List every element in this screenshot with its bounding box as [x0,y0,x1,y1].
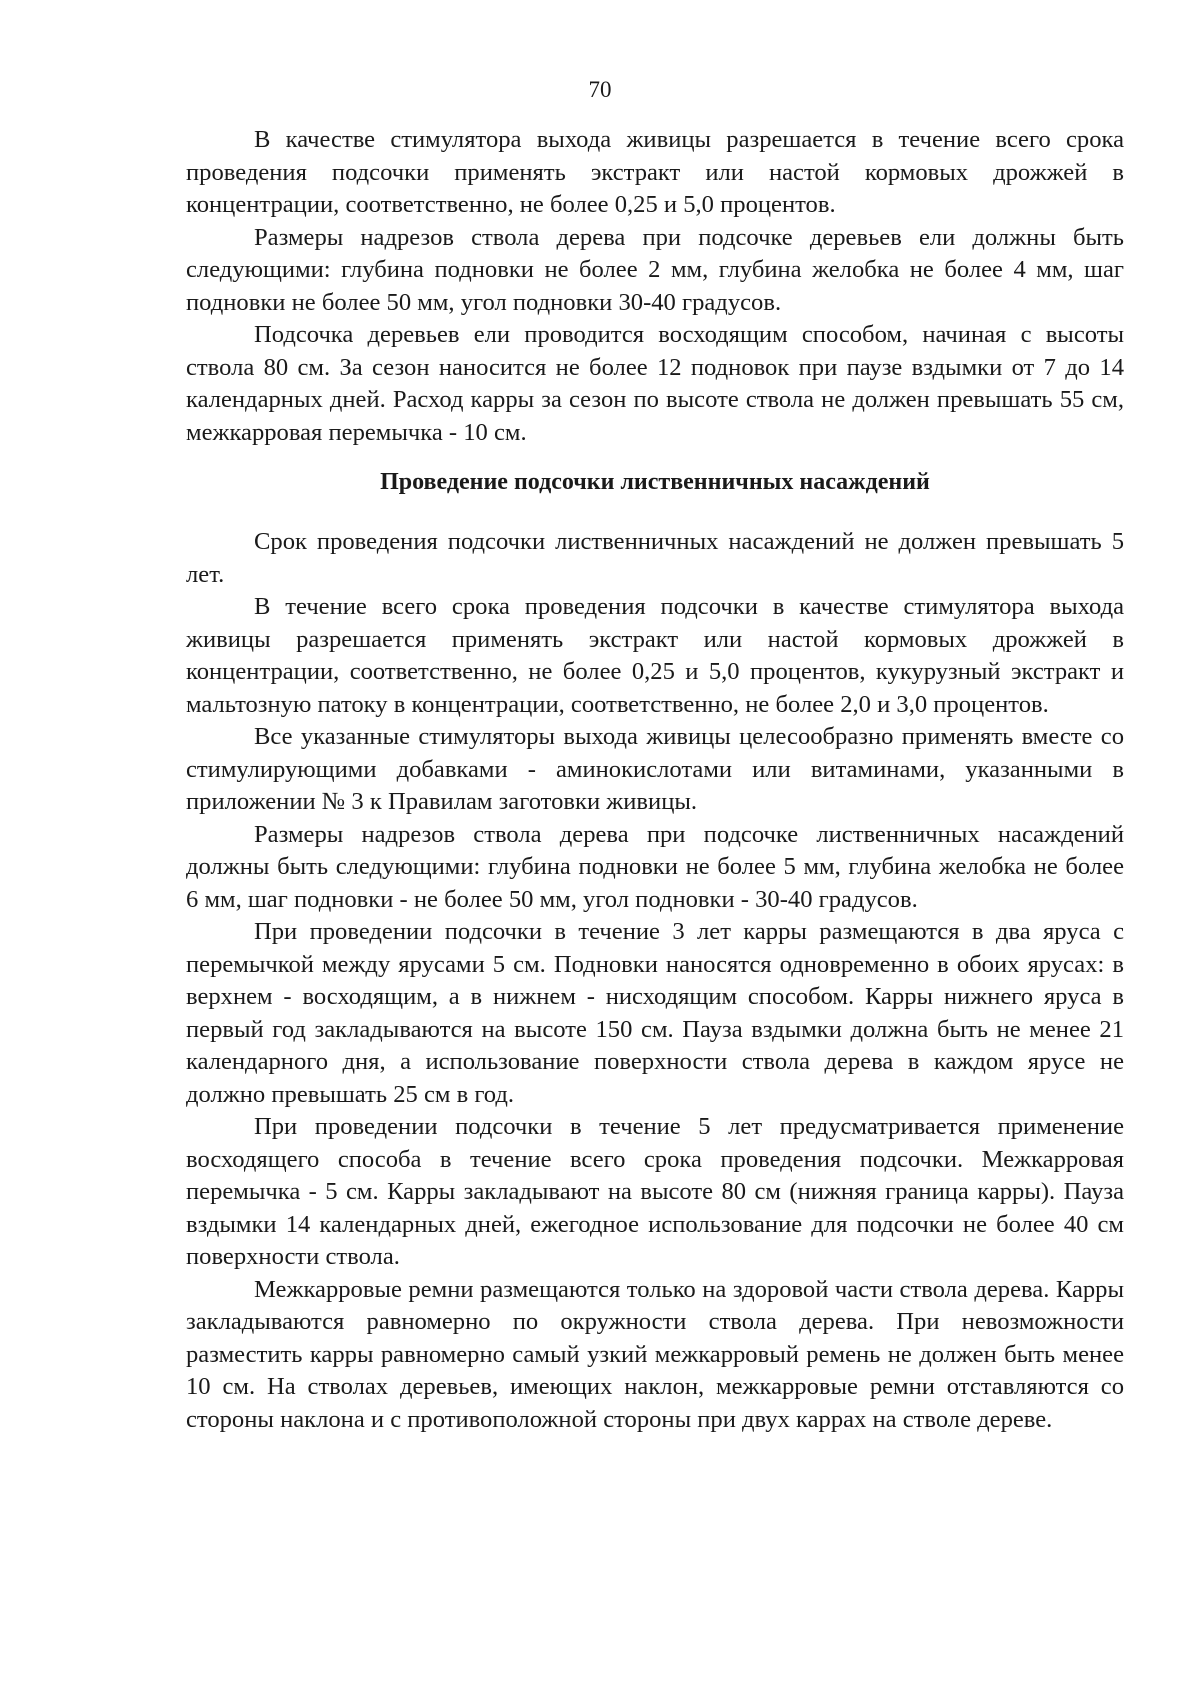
paragraph: В течение всего срока проведения подсочки в качестве стимулятора выхода живицы разрешается применять экстракт или настой кормовых дрожжей в концентрации, соответственно, не более 0,25 и 5,0 процентов, кукурузный экстракт и мальтозную патоку в концентрации, соответственно, не более 2,0 и 3,0 процентов. [186,593,1124,718]
page-number: 70 [588,77,612,102]
paragraph: Подсочка деревьев ели проводится восходящим способом, начиная с высоты ствола 80 см. За сезон наносится не более 12 подновок при паузе вздымки от 7 до 14 календарных дней. Расход карры за сезон по высоте ствола не должен превышать 55 см, межкарровая перемычка - 10 см. [186,321,1124,446]
paragraph: Все указанные стимуляторы выхода живицы целесообразно применять вместе со стимулирующими добавками - аминокислотами или витаминами, указанными в приложении № 3 к Правилам заготовки живицы. [186,723,1124,815]
paragraph: Размеры надрезов ствола дерева при подсочке деревьев ели должны быть следующими: глубина подновки не более 2 мм, глубина желобка не более 4 мм, шаг подновки не более 50 мм, угол подновки 30-40 градусов. [186,223,1124,316]
paragraph: Межкарровые ремни размещаются только на здоровой части ствола дерева. Карры закладываются равномерно по окружности ствола дерева. При невозможности разместить карры равномерно самый узкий межкарровый ремень не должен быть менее 10 см. На стволах деревьев, имеющих наклон, межкарровые ремни отставляются со стороны наклона и с противоположной стороны при двух каррах на стволе дереве. [186,1275,1124,1433]
paragraph: Срок проведения подсочки лиственничных насаждений не должен превышать 5 лет. [186,528,1124,588]
paragraph: В качестве стимулятора выхода живицы разрешается в течение всего срока проведения подсочки применять экстракт или настой кормовых дрожжей в концентрации, соответственно, не более 0,25 и 5,0 процентов. [186,126,1124,218]
paragraph: При проведении подсочки в течение 3 лет карры размещаются в два яруса с перемычкой между ярусами 5 см. Подновки наносятся одновременно в обоих ярусах: в верхнем - восходящим, а в нижнем - нисходящим способом. Карры нижнего яруса в первый год закладываются на высоте 150 см. Пауза вздымки должна быть не менее 21 календарного дня, а использование поверхности ствола дерева в каждом ярусе не должно превышать 25 см в год. [186,918,1124,1108]
paragraph: Размеры надрезов ствола дерева при подсочке лиственничных насаждений должны быть следующими: глубина подновки не более 5 мм, глубина желобка не более 6 мм, шаг подновки - не более 50 мм, угол подновки - 30-40 градусов. [186,820,1124,913]
section-heading: Проведение подсочки лиственничных насаждений [380,469,930,495]
page-content [186,124,1124,1436]
paragraph: При проведении подсочки в течение 5 лет предусматривается применение восходящего способа в течение всего срока проведения подсочки. Межкарровая перемычка - 5 см. Карры закладывают на высоте 80 см (нижняя граница карры). Пауза вздымки 14 календарных дней, ежегодное использование для подсочки не более 40 см поверхности ствола. [186,1113,1124,1270]
